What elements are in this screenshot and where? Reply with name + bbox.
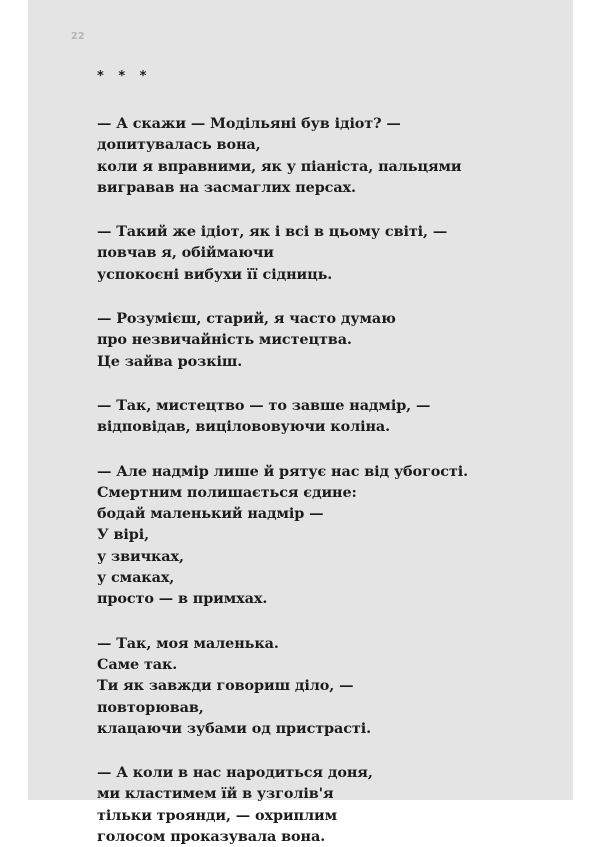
poem-line: про незвичайність мистецтва. [97, 331, 352, 349]
stanza [97, 633, 547, 739]
poem-line: тільки троянди, — охриплим [97, 806, 337, 824]
poem-line: Саме так. [97, 655, 178, 673]
poem-line: у смаках, [97, 569, 175, 587]
poem-line: — Але надмір лише й рятує нас від убогості. [97, 462, 469, 480]
poem-line: Ти як завжди говориш діло, — [97, 677, 354, 695]
poem-line: повторював, [97, 698, 204, 716]
poem-line: успокоєні вибухи її сідниць. [97, 265, 333, 283]
poem-line: коли я вправними, як у піаніста, пальцями [97, 157, 462, 175]
stanza-list [97, 113, 547, 847]
stanza [97, 395, 547, 438]
poem-line: Смертним полишається єдине: [97, 483, 357, 501]
poem-line: Це зайва розкіш. [97, 352, 243, 370]
poem-line: — Розумієш, старий, я часто думаю [97, 310, 396, 328]
book-page [28, 0, 573, 846]
poem-line: — Так, мистецтво — то завше надмір, — [97, 396, 431, 414]
poem-line: просто — в примхах. [97, 590, 268, 608]
poem-line: — Такий же ідіот, як і всі в цьому світі, — [97, 223, 448, 241]
asterisk-separator: * * * [97, 69, 152, 84]
poem-line: у звичках, [97, 547, 184, 565]
poem-line: допитувалась вона, [97, 136, 261, 154]
poem-line: — А коли в нас народиться доня, [97, 764, 373, 782]
poem-line: ми кластимем їй в узголів'я [97, 785, 334, 803]
poem-line: — Так, моя маленька. [97, 634, 279, 652]
poem-line: У вірі, [97, 526, 149, 544]
stanza [97, 461, 547, 610]
stanza [97, 113, 547, 198]
poem-line: вигравав на засмаглих персах. [97, 178, 356, 196]
poem-line: голосом проказувала вона. [97, 828, 326, 846]
stanza [97, 762, 547, 847]
poem-line: повчав я, обіймаючи [97, 244, 274, 262]
poem-line: відповідав, вицілововуючи коліна. [97, 418, 391, 436]
page-number: 22 [71, 31, 85, 42]
poem-line: клацаючи зубами од пристрасті. [97, 719, 371, 737]
poem-text-block [97, 70, 547, 847]
stanza [97, 308, 547, 372]
poem-line: бодай маленький надмір — [97, 505, 324, 523]
stanza [97, 221, 547, 285]
poem-line: — А скажи — Модільяні був ідіот? — [97, 115, 401, 132]
